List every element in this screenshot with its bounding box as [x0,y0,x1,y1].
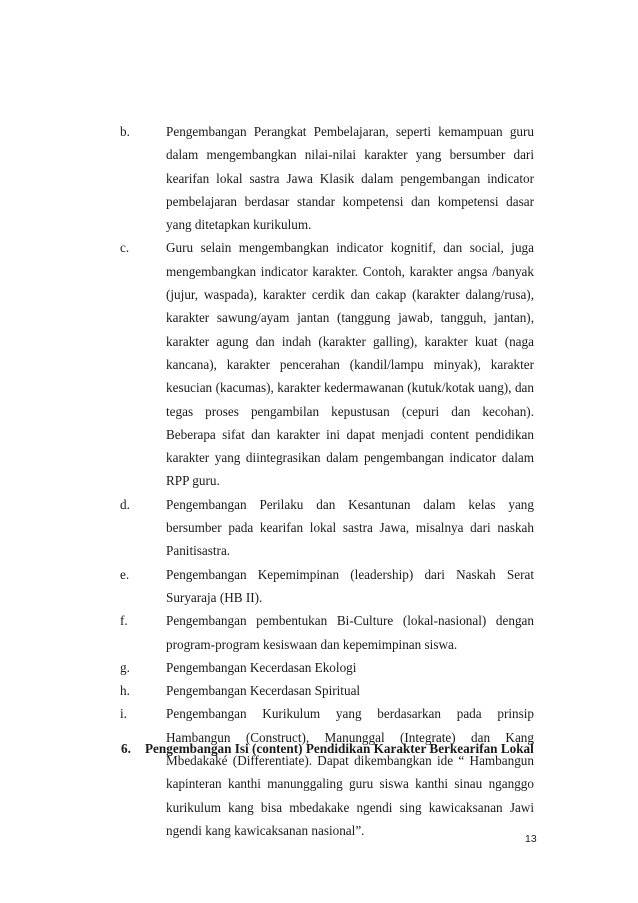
list-item [120,236,534,492]
list-marker: c. [120,240,130,256]
list-item-text: Pengembangan Kurikulum yang berdasarkan pada prinsip Hambangun (Construct), Manunggal (Integrate) dan Kang Mbedakaké (Differentiate). Dapat dikembangkan ide “ Hambangun kapinteran kanthi manunggaling guru siswa kanthi sinau nganggo kurikulum kang bisa mbedakake ngendi sing kawicaksanan Jawi ngendi kang kawicaksanan nasional”. [166,706,534,838]
list-item [120,563,534,610]
list-item [120,679,534,702]
list-marker: e. [120,566,130,582]
list-marker: b. [120,124,130,139]
list-marker: d. [120,496,130,512]
list-marker: g. [120,659,130,675]
list-item-text: Pengembangan Kecerdasan Ekologi [166,659,357,675]
list-item-text: Guru selain mengembangkan indicator kognitif, dan social, juga mengembangkan indicator karakter. Contoh, karakter angsa /banyak (jujur, waspada), karakter cerdik dan cakap (karakter dalang/rusa), karakter sawung/ayam jantan (tanggung jawab, tangguh, jantan), karakter agung dan indah (karakter galling), karakter kuat (naga kancana), karakter pencerahan (kandil/lampu minyak), karakter kesucian (kacumas), karakter kedermawanan (kutuk/kotak uang), dan tegas proses pengambilan kepustusan (cepuri dan kecohan). Beberapa sifat dan karakter ini dapat menjadi content pendidikan karakter yang diintegrasikan dalam pengembangan indicator dalam RPP guru. [166,240,534,489]
list-marker: h. [120,683,130,699]
list-marker: i. [120,706,127,722]
point-list [120,120,534,842]
list-item-text: Pengembangan pembentukan Bi-Culture (lokal-nasional) dengan program-program kesiswaan dan kepemimpinan siswa. [166,613,534,652]
list-item [120,656,534,679]
list-marker: f. [120,613,128,629]
list-item [120,493,534,563]
list-item-text: Pengembangan Kepemimpinan (leadership) dari Naskah Serat Suryaraja (HB II). [166,566,534,605]
list-item-text: Pengembangan Kecerdasan Spiritual [166,683,361,699]
list-item-text: Pengembangan Perilaku dan Kesantunan dalam kelas yang bersumber pada kearifan lokal sastra Jawa, misalnya dari naskah Panitisastra. [166,496,534,559]
section-heading [121,737,561,760]
list-item [120,609,534,656]
page-number: 13 [525,833,537,845]
section-title: Pengembangan Isi (content) Pendidikan Karakter Berkearifan Lokal [145,741,534,756]
list-item-text: Pengembangan Perangkat Pembelajaran, seperti kemampuan guru dalam mengembangkan nilai-nilai karakter yang bersumber dari kearifan lokal sastra Jawa Klasik dalam pengembangan indicator pembelajaran berdasar standar kompetensi dan kompetensi dasar yang ditetapkan kurikulum. [166,124,534,233]
list-item [120,120,534,236]
list-item [120,702,534,842]
section-number: 6. [121,741,131,756]
